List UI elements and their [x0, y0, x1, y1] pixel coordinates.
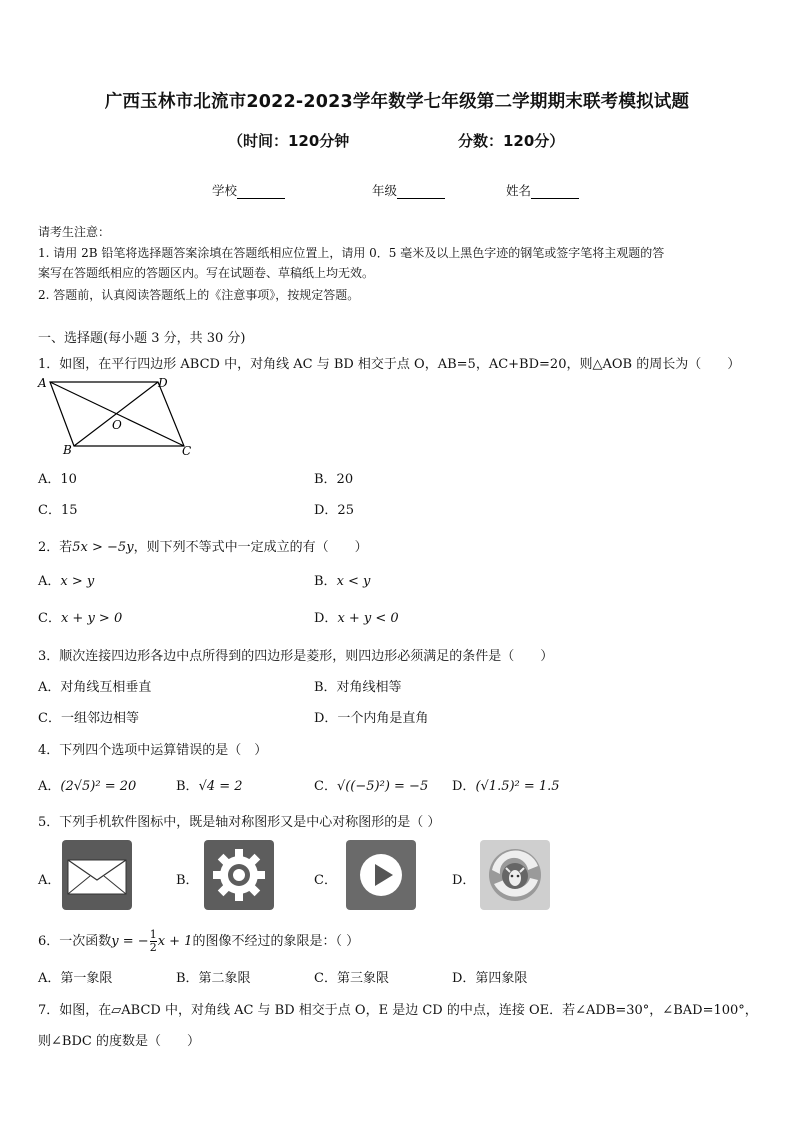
q7-stem-line1: 7．如图，在▱ABCD 中，对角线 AC 与 BD 相交于点 O，E 是边 CD 的中点，连接 OE．若∠ADB=30°，∠BAD=100°， [38, 1003, 758, 1018]
q4-option-d: D．(√1.5)² = 1.5 [452, 779, 560, 794]
q2-option-c: C．x + y > 0 [38, 611, 123, 626]
gear-icon [204, 840, 274, 910]
q5-option-b: B． [176, 873, 199, 888]
notice-heading: 请考生注意： [38, 225, 111, 239]
q5-stem: 5．下列手机软件图标中，既是轴对称图形又是中心对称图形的是（ ） [38, 815, 441, 830]
q4-option-a: A．(2√5)² = 20 [38, 779, 137, 794]
q6-option-a: A．第一象限 [38, 971, 113, 986]
notice-line-2: 2. 答题前，认真阅读答题纸上的《注意事项》，按规定答题。 [38, 288, 360, 302]
q4-option-c: C．√((−5)²) = −5 [314, 779, 429, 794]
q1-option-d: D．25 [314, 503, 354, 518]
label-o: O [112, 418, 122, 432]
q2-option-d: D．x + y < 0 [314, 611, 399, 626]
full-score: 分数：120分） [458, 132, 565, 150]
q6-option-c: C．第三象限 [314, 971, 389, 986]
q1-stem: 1．如图，在平行四边形 ABCD 中，对角线 AC 与 BD 相交于点 O，AB=5，AC+BD=20，则△AOB 的周长为（ ） [38, 357, 741, 372]
q6-option-d: D．第四象限 [452, 971, 528, 986]
q6-option-b: B．第二象限 [176, 971, 251, 986]
q3-option-a: A．对角线互相垂直 [38, 680, 152, 695]
label-b: B [63, 443, 72, 457]
label-a: A [38, 376, 47, 390]
q5-option-a: A． [38, 873, 61, 888]
q2-stem: 2．若5x > −5y，则下列不等式中一定成立的有（ ） [38, 540, 368, 555]
play-icon [346, 840, 416, 910]
q3-stem: 3．顺次连接四边形各边中点所得到的四边形是菱形，则四边形必须满足的条件是（ ） [38, 649, 554, 664]
school-field: 学校 [212, 181, 285, 199]
fraction-half: $\frac{1}{2}$ [149, 928, 157, 954]
section-heading: 一、选择题(每小题 3 分，共 30 分) [38, 331, 246, 346]
label-d: D [158, 376, 168, 390]
q2-option-a: A．x > y [38, 574, 95, 589]
q3-option-d: D．一个内角是直角 [314, 711, 429, 726]
q4-option-b: B．√4 = 2 [176, 779, 243, 794]
label-c: C [182, 444, 192, 458]
q4-stem: 4．下列四个选项中运算错误的是（ ） [38, 743, 268, 758]
grade-field: 年级 [372, 181, 445, 199]
time-limit: （时间：120分钟 [228, 132, 350, 150]
q2-option-b: B．x < y [314, 574, 371, 589]
parallelogram-figure [36, 374, 196, 460]
cow-app-icon [480, 840, 550, 910]
notice-line-1: 1. 请用 2B 铅笔将选择题答案涂填在答题纸相应位置上，请用 0．5 毫米及以上黑色字迹的钢笔或签字笔将主观题的答 [38, 246, 665, 260]
q7-stem-line2: 则∠BDC 的度数是（ ） [38, 1034, 200, 1049]
q1-option-c: C．15 [38, 503, 78, 518]
q6-stem: 6．一次函数y = − $\frac{1}{2}$ x + 1的图像不经过的象限是：（ ） [38, 928, 360, 954]
envelope-icon [62, 840, 132, 910]
name-field: 姓名 [506, 181, 579, 199]
notice-line-1b: 案写在答题纸相应的答题区内。写在试题卷、草稿纸上均无效。 [38, 266, 375, 280]
q3-option-c: C．一组邻边相等 [38, 711, 139, 726]
page-title: 广西玉林市北流市2022-2023学年数学七年级第二学期期末联考模拟试题 [104, 92, 690, 112]
q5-option-d: D． [452, 873, 476, 888]
q3-option-b: B．对角线相等 [314, 680, 402, 695]
q5-option-c: C． [314, 873, 337, 888]
q1-option-a: A．10 [38, 472, 77, 487]
q1-option-b: B．20 [314, 472, 354, 487]
